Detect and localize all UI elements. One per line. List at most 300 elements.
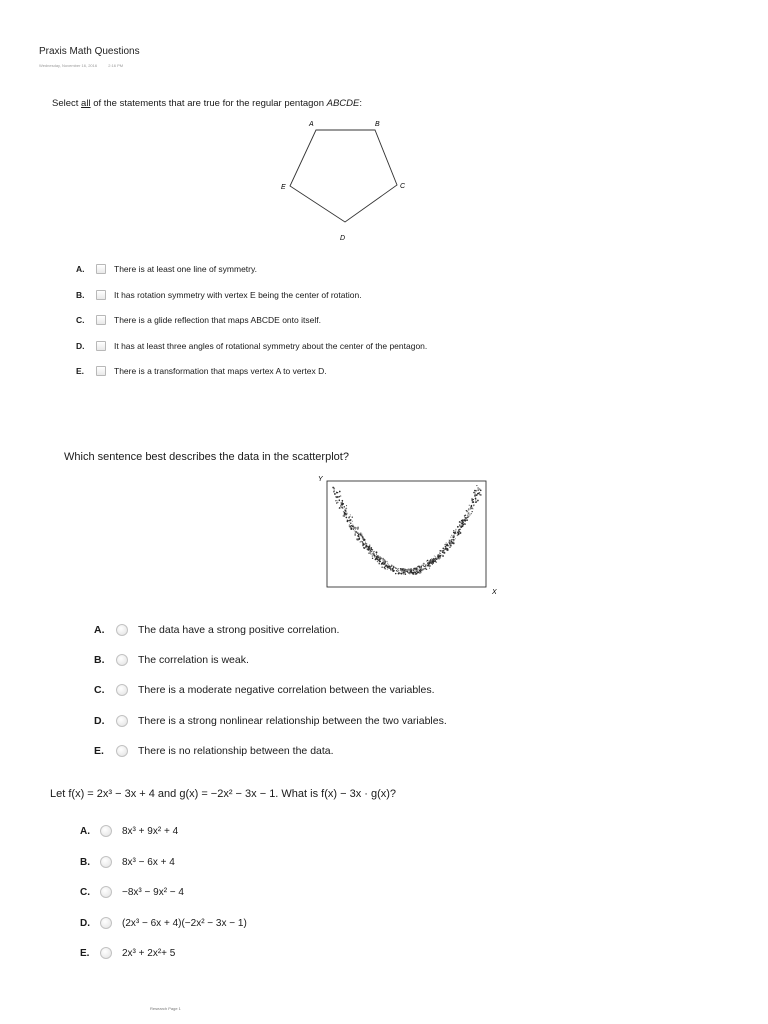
scatter-point [464, 520, 466, 522]
choice-letter: C. [94, 684, 105, 696]
scatter-point [414, 571, 416, 573]
scatter-point [344, 506, 345, 507]
q1-choice-c[interactable] [76, 315, 321, 325]
scatter-point [377, 561, 378, 562]
scatter-point [476, 494, 478, 496]
scatter-point [453, 539, 455, 541]
scatter-point [346, 517, 348, 519]
scatter-point [446, 543, 447, 544]
q3-choice-c[interactable] [80, 886, 184, 898]
scatter-point [355, 531, 356, 532]
scatter-point [474, 492, 475, 493]
scatter-point [455, 529, 456, 530]
scatter-point [337, 502, 339, 504]
scatter-point [470, 508, 472, 510]
scatter-point [357, 539, 358, 540]
scatter-point [353, 528, 355, 530]
page-time: 2:16 PM [108, 63, 124, 68]
radio-button[interactable] [100, 917, 112, 929]
scatter-point [397, 568, 398, 569]
scatter-point [344, 512, 346, 514]
scatter-point [360, 532, 361, 533]
scatter-point [452, 542, 453, 543]
scatter-point [480, 494, 481, 495]
choice-letter: E. [76, 366, 85, 376]
scatter-point [396, 570, 397, 571]
radio-button[interactable] [100, 825, 112, 837]
scatter-point [377, 558, 379, 560]
q2-choice-d[interactable] [94, 715, 447, 727]
scatter-point [434, 560, 436, 562]
scatter-point [399, 572, 400, 573]
scatter-point [445, 546, 447, 548]
scatter-point [360, 541, 361, 542]
scatter-point [365, 543, 367, 545]
scatter-point [478, 490, 479, 491]
choice-text: The correlation is weak. [138, 654, 249, 666]
scatter-point [479, 492, 480, 493]
scatter-point [471, 505, 472, 506]
scatter-point [372, 558, 373, 559]
scatter-point [343, 511, 344, 512]
scatter-point [368, 552, 369, 553]
choice-text: There is no relationship between the data. [138, 745, 334, 757]
scatter-point [360, 534, 361, 535]
scatter-point [365, 545, 367, 547]
scatter-point [373, 551, 374, 552]
scatter-point [387, 567, 389, 569]
scatter-point [354, 534, 356, 536]
scatter-point [474, 495, 476, 497]
scatter-point [362, 537, 363, 538]
choice-text: 2x³ + 2x²+ 5 [122, 947, 176, 959]
scatter-point [414, 568, 415, 569]
scatter-point [444, 549, 445, 550]
page-title: Praxis Math Questions [39, 46, 140, 57]
scatter-point [469, 514, 470, 515]
choice-letter: D. [76, 341, 85, 351]
scatter-point [443, 551, 445, 553]
scatter-point [345, 509, 346, 510]
scatter-point [401, 570, 402, 571]
scatter-point [415, 568, 416, 569]
scatter-point [472, 501, 474, 503]
scatter-point [389, 566, 390, 567]
scatter-point [427, 560, 428, 561]
scatter-point [381, 567, 382, 568]
scatter-point [382, 558, 384, 560]
q1-choice-b[interactable] [76, 290, 362, 300]
scatter-point [371, 547, 372, 548]
scatter-point [349, 522, 350, 523]
q3-choice-d[interactable] [80, 917, 247, 929]
scatter-point [468, 512, 469, 513]
choice-letter: E. [80, 947, 90, 959]
scatter-point [442, 555, 444, 557]
scatter-point [387, 563, 388, 564]
scatter-point [358, 534, 359, 535]
scatter-point [405, 569, 406, 570]
scatter-point [464, 518, 466, 520]
scatter-point [370, 551, 372, 553]
scatter-point [339, 491, 341, 493]
choice-letter: D. [80, 917, 90, 929]
scatter-point [385, 566, 386, 567]
scatter-point [346, 505, 347, 506]
scatter-point [357, 529, 358, 530]
scatter-point [379, 556, 381, 558]
scatter-point [347, 520, 348, 521]
scatter-point [424, 566, 425, 567]
scatter-point [382, 562, 383, 563]
scatter-point [344, 516, 345, 517]
scatter-point [342, 500, 344, 502]
choice-text: There is a glide reflection that maps ABCDE onto itself. [114, 315, 321, 325]
scatter-point [469, 505, 470, 506]
scatter-point [476, 485, 477, 486]
scatter-point [383, 561, 384, 562]
scatter-point [361, 535, 363, 537]
scatter-point [404, 572, 405, 573]
choice-letter: A. [76, 264, 85, 274]
scatter-point [350, 527, 352, 529]
pentagon-diagram [270, 112, 420, 247]
scatter-point [452, 536, 453, 537]
scatter-point [341, 502, 342, 503]
scatter-point [449, 547, 450, 548]
scatter-point [440, 553, 441, 554]
scatter-point [388, 564, 389, 565]
choice-letter: E. [94, 745, 104, 757]
radio-button[interactable] [116, 654, 128, 666]
scatter-point [472, 511, 473, 512]
scatter-point [468, 510, 469, 511]
q2-choice-c[interactable] [94, 684, 435, 696]
scatter-point [392, 570, 394, 572]
scatter-point [441, 554, 442, 555]
scatter-point [362, 539, 363, 540]
scatter-point [429, 561, 430, 562]
scatter-point [417, 566, 418, 567]
scatter-point [473, 499, 474, 500]
scatter-point [466, 517, 467, 518]
scatter-point [378, 560, 379, 561]
scatter-point [461, 520, 463, 522]
scatter-point [479, 488, 481, 490]
scatter-point [369, 552, 370, 553]
scatter-point [403, 573, 405, 575]
scatter-point [333, 491, 334, 492]
scatter-point [349, 524, 350, 525]
choice-text: There is a moderate negative correlation between the variables. [138, 684, 435, 696]
choice-letter: C. [76, 315, 85, 325]
question-1-prompt: Select all of the statements that are true for the regular pentagon ABCDE: [52, 98, 362, 109]
scatter-point [362, 545, 363, 546]
scatter-point [427, 562, 428, 563]
scatter-point [439, 557, 441, 559]
scatter-point [342, 504, 343, 505]
scatter-point [363, 547, 365, 549]
scatter-point [434, 559, 435, 560]
scatter-point [437, 556, 439, 558]
scatter-point [467, 513, 468, 514]
vertex-label-b: B [375, 121, 380, 128]
scatter-point [423, 563, 425, 565]
scatter-point [381, 564, 382, 565]
scatter-point [450, 545, 452, 547]
scatter-point [364, 543, 365, 544]
scatter-point [427, 564, 429, 566]
scatter-point [374, 555, 375, 556]
y-axis-label: Y [318, 476, 323, 483]
scatter-point [421, 569, 423, 571]
q3-choice-b[interactable] [80, 856, 175, 868]
scatter-point [367, 548, 368, 549]
scatter-point [447, 548, 449, 550]
scatter-point [395, 573, 396, 574]
scatter-point [432, 562, 434, 564]
scatter-point [418, 569, 419, 570]
scatter-point [474, 490, 476, 492]
scatter-point [477, 487, 478, 488]
scatter-point [361, 541, 362, 542]
scatter-point [453, 532, 454, 533]
scatter-point [429, 568, 430, 569]
scatter-point [344, 510, 345, 511]
q1-choice-d[interactable] [76, 341, 427, 351]
scatter-point [393, 567, 394, 568]
scatter-point [453, 543, 454, 544]
scatter-point [402, 569, 404, 571]
scatter-point [466, 519, 468, 521]
vertex-label-d: D [340, 235, 346, 242]
scatter-point [385, 561, 386, 562]
radio-button[interactable] [116, 715, 128, 727]
scatter-point [453, 535, 454, 536]
radio-button[interactable] [116, 624, 128, 636]
scatter-point [453, 530, 454, 531]
choice-letter: B. [94, 654, 105, 666]
scatter-point [470, 507, 471, 508]
scatter-point [464, 523, 465, 524]
scatter-point [379, 561, 380, 562]
scatter-point [441, 550, 442, 551]
scatter-point [464, 515, 465, 516]
radio-button[interactable] [100, 947, 112, 959]
scatter-points [332, 485, 481, 575]
question-2-prompt: Which sentence best describes the data in the scatterplot? [64, 451, 349, 463]
choice-letter: B. [80, 856, 90, 868]
scatter-point [378, 555, 380, 557]
choice-text: The data have a strong positive correlation. [138, 624, 340, 636]
scatter-point [389, 568, 390, 569]
scatter-point [452, 539, 453, 540]
scatter-point [354, 530, 355, 531]
choice-letter: C. [80, 886, 90, 898]
scatter-point [419, 570, 420, 571]
scatter-point [451, 535, 452, 536]
scatter-point [350, 514, 351, 515]
choice-letter: B. [76, 290, 85, 300]
scatter-point [475, 501, 477, 503]
scatter-point [376, 551, 378, 553]
scatter-point [374, 556, 375, 557]
scatter-point [440, 555, 442, 557]
scatter-point [468, 508, 470, 510]
scatter-point [390, 568, 391, 569]
scatter-point [429, 565, 431, 567]
choice-text: 8x³ + 9x² + 4 [122, 825, 179, 837]
scatter-point [435, 556, 436, 557]
scatter-point [405, 574, 406, 575]
scatter-point [442, 548, 444, 550]
page-date: Wednesday, November 16, 2016 [39, 63, 98, 68]
scatter-point [394, 570, 395, 571]
scatter-point [411, 570, 412, 571]
scatter-point [350, 519, 352, 521]
scatter-point [334, 493, 336, 495]
choice-text: It has rotation symmetry with vertex E being the center of rotation. [114, 290, 362, 300]
scatter-point [346, 513, 347, 514]
scatter-point [356, 531, 357, 532]
q1-choice-e[interactable] [76, 366, 327, 376]
vertex-label-a: A [309, 121, 314, 128]
q2-choice-a[interactable] [94, 624, 339, 636]
scatter-point [473, 505, 474, 506]
scatter-point [356, 528, 357, 529]
scatter-point [458, 530, 459, 531]
scatter-point [475, 499, 476, 500]
scatter-point [335, 496, 336, 497]
scatter-point [425, 564, 426, 565]
scatter-point [350, 523, 351, 524]
radio-button[interactable] [116, 684, 128, 696]
checkbox[interactable] [96, 264, 106, 274]
scatter-point [361, 534, 362, 535]
scatter-point [381, 557, 382, 558]
scatter-point [344, 514, 345, 515]
scatter-point [451, 541, 452, 542]
scatter-point [419, 572, 421, 574]
scatter-point [446, 544, 447, 545]
scatter-point [387, 566, 388, 567]
scatter-point [434, 560, 435, 561]
scatter-point [339, 507, 340, 508]
scatter-point [349, 516, 350, 517]
vertex-label-e: E [281, 184, 286, 191]
scatter-point [369, 549, 370, 550]
scatter-point [471, 498, 472, 499]
scatter-point [413, 570, 414, 571]
radio-button[interactable] [100, 856, 112, 868]
scatter-point [467, 515, 468, 516]
choice-text: −8x³ − 9x² − 4 [122, 886, 184, 898]
q1-choice-a[interactable] [76, 264, 257, 274]
x-axis-label: X [492, 589, 497, 596]
scatter-point [352, 521, 353, 522]
scatter-point [434, 556, 435, 557]
scatter-point [460, 526, 462, 528]
radio-button[interactable] [100, 886, 112, 898]
checkbox[interactable] [96, 315, 106, 325]
scatter-point [398, 570, 399, 571]
scatter-point [336, 500, 337, 501]
checkbox[interactable] [96, 341, 106, 351]
scatter-point [408, 569, 410, 571]
choice-text: There is a transformation that maps vertex A to vertex D. [114, 366, 327, 376]
scatter-point [355, 527, 356, 528]
scatter-point [352, 524, 353, 525]
scatter-point [458, 533, 460, 535]
scatter-point [357, 527, 359, 529]
checkbox[interactable] [96, 290, 106, 300]
scatter-point [432, 559, 433, 560]
scatter-point [471, 513, 472, 514]
scatter-point [368, 546, 370, 548]
q3-choice-a[interactable] [80, 825, 178, 837]
scatter-point [349, 526, 350, 527]
scatter-point [337, 496, 338, 497]
scatter-point [422, 565, 423, 566]
scatter-point [391, 566, 392, 567]
choice-letter: D. [94, 715, 105, 727]
scatter-point [423, 565, 424, 566]
scatter-point [436, 562, 437, 563]
scatter-point [333, 488, 335, 490]
scatter-point [454, 532, 456, 534]
scatter-point [423, 568, 425, 570]
scatter-point [352, 526, 353, 527]
scatter-point [371, 554, 372, 555]
scatter-point [384, 563, 385, 564]
scatter-point [383, 561, 385, 563]
scatter-point [439, 554, 440, 555]
scatter-point [419, 566, 421, 568]
scatter-point [416, 567, 417, 568]
scatter-point [375, 555, 376, 556]
scatter-point [466, 510, 468, 512]
scatter-point [376, 554, 377, 555]
page-meta [39, 63, 123, 68]
q2-choice-e[interactable] [94, 745, 334, 757]
scatter-point [363, 539, 364, 540]
scatter-point [455, 530, 456, 531]
scatter-point [357, 532, 359, 534]
scatter-point [465, 515, 466, 516]
radio-button[interactable] [116, 745, 128, 757]
scatter-point [457, 526, 459, 528]
checkbox[interactable] [96, 366, 106, 376]
scatter-point [336, 492, 337, 493]
scatter-point [358, 535, 360, 537]
scatter-point [387, 569, 388, 570]
emphasis-all: all [81, 98, 91, 109]
scatter-point [417, 571, 419, 573]
scatter-point [345, 508, 347, 510]
vertex-label-c: C [400, 183, 406, 190]
scatter-point [357, 538, 358, 539]
q3-choice-e[interactable] [80, 947, 175, 959]
scatter-point [447, 544, 448, 545]
q2-choice-b[interactable] [94, 654, 249, 666]
question-3-prompt: Let f(x) = 2x³ − 3x + 4 and g(x) = −2x² − 3x − 1. What is f(x) − 3x · g(x)? [50, 788, 397, 800]
scatter-point [475, 497, 477, 499]
choice-text: (2x³ − 6x + 4)(−2x² − 3x − 1) [122, 917, 247, 929]
scatter-point [461, 523, 463, 525]
scatter-point [449, 541, 451, 543]
scatter-point [395, 568, 396, 569]
scatter-point [342, 506, 343, 507]
